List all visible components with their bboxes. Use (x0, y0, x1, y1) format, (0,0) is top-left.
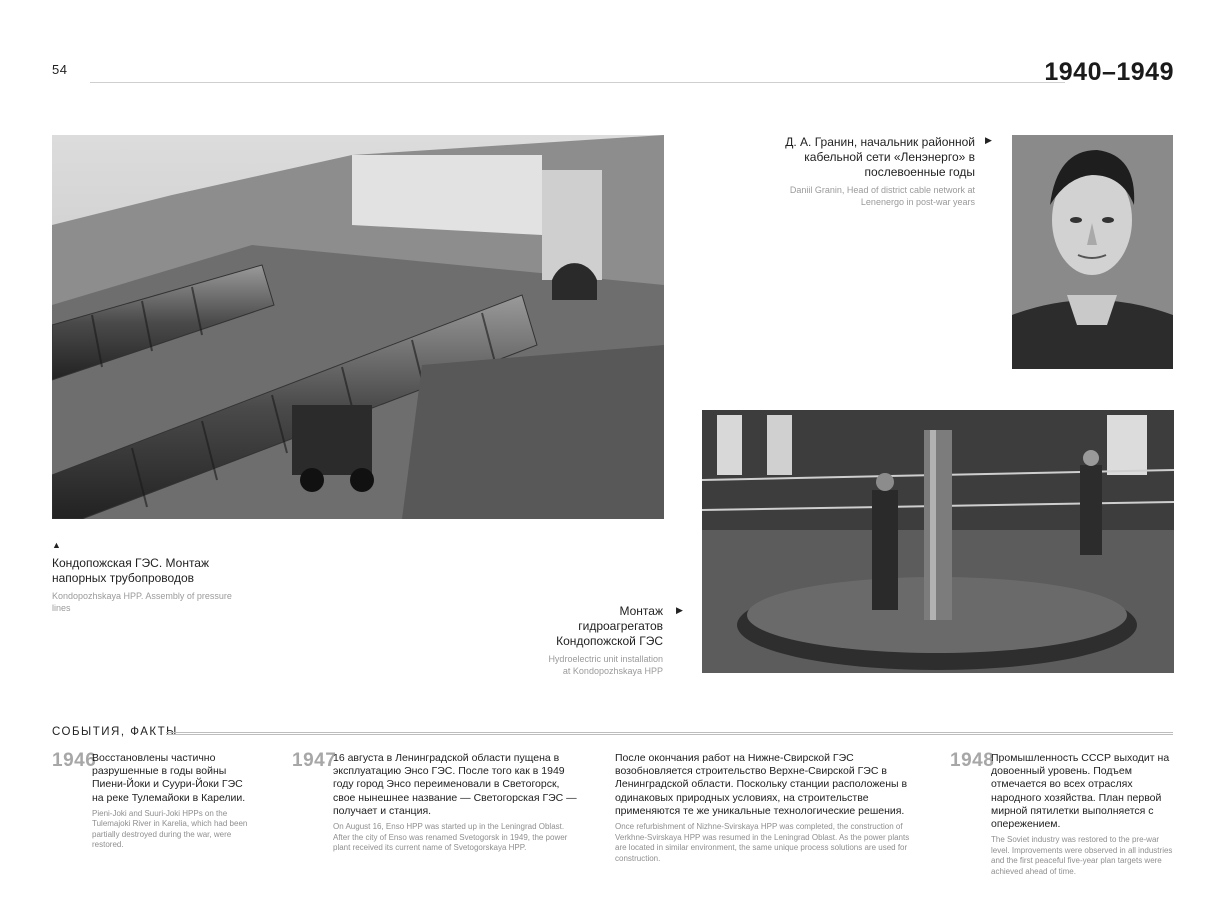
event-text-ru: Промышленность СССР выходит на довоенный уровень. Подъем отмечается во всех отраслях народного хозяйства. План первой мирной пятилетки выполняется с опережением. (991, 752, 1170, 831)
event-year: 1948 (950, 750, 995, 771)
caption-arrow-right-icon: ▶ (985, 135, 992, 145)
period-title: 1940–1949 (1044, 58, 1174, 86)
event-text-ru: После окончания работ на Нижне-Свирской ГЭС возобновляется строительство Верхне-Свирской ГЭС в Ленинградской области. Поскольку станции расположены в одинаковых природных условиях, на строительстве применяются те же уникальные технологические решения. (615, 752, 908, 817)
caption-hydro-units (545, 604, 663, 677)
event-text-en: The Soviet industry was restored to the pre-war level. Improvements were observed in all industries and the first peaceful five-year plan targets were achieved ahead of time. (991, 835, 1173, 876)
event-text-ru: Восстановлены частично разрушенные в годы войны Пиени-Йоки и Суури-Йоки ГЭС на реке Тулемайоки в Карелии. (92, 752, 246, 804)
caption-arrow-right-icon: ▶ (676, 605, 683, 615)
caption-en: Daniil Granin, Head of district cable network at Lenenergo in post-war years (789, 185, 975, 207)
page-number: 54 (52, 62, 68, 77)
photo-granin-portrait (1012, 135, 1173, 369)
photo-pressure-lines (52, 135, 664, 519)
event-year: 1947 (292, 750, 337, 771)
event-text-ru: 16 августа в Ленинградской области пущена в эксплуатацию Энсо ГЭС. После того как в 1949 году город Энсо переименовали в Светогорск, свое нынешнее название — Светогорская ГЭС — получает и станция. (333, 752, 577, 817)
caption-granin (780, 135, 975, 208)
caption-ru: Монтаж гидроагрегатов Кондопожской ГЭС (556, 604, 663, 648)
event-text-en: Once refurbishment of Nizhne-Svirskaya HPP was completed, the construction of Verkhne-Svirskaya HPP was resumed in the Leningrad Oblast. As the power plants are located in similar environment, the same unique process solutions are used for construction. (615, 822, 910, 863)
caption-arrow-up-icon: ▲ (52, 540, 61, 550)
photo-hydro-unit-installation (702, 410, 1174, 673)
events-rule (166, 732, 1173, 735)
caption-ru: Д. А. Гранин, начальник районной кабельной сети «Ленэнерго» в послевоенные годы (785, 135, 975, 179)
event-text-en: Pieni-Joki and Suuri-Joki HPPs on the Tulemajoki River in Karelia, which had been partially destroyed during the war, were restored. (92, 808, 248, 850)
event-year: 1946 (52, 750, 97, 771)
header-rule (90, 82, 1065, 83)
caption-en: Hydroelectric unit installation at Kondopozhskaya HPP (548, 654, 663, 676)
caption-en: Kondopozhskaya HPP. Assembly of pressure lines (52, 591, 232, 613)
events-section-title: СОБЫТИЯ, ФАКТЫ (52, 726, 178, 738)
caption-ru: Кондопожская ГЭС. Монтаж напорных трубопроводов (52, 556, 210, 585)
caption-pressure-lines (52, 556, 252, 614)
event-text-en: On August 16, Enso HPP was started up in the Leningrad Oblast. After the city of Enso was renamed Svetogorsk in 1949, the power plant received its current name of Svetogorskaya HPP. (333, 822, 568, 853)
